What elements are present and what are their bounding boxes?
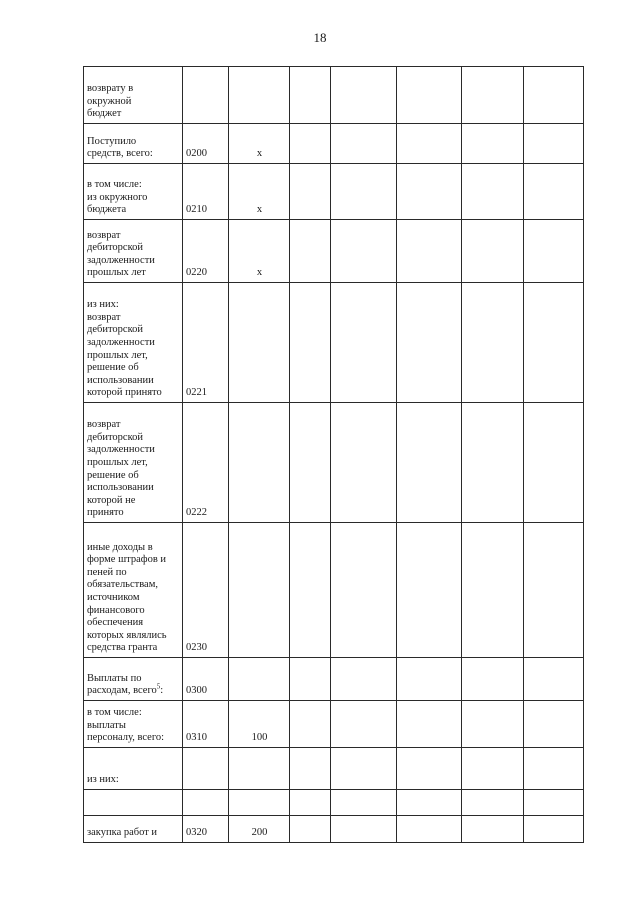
amount-cell [397,748,462,790]
amount-cell [290,220,331,283]
amount-cell [524,701,584,748]
amount-cell [524,67,584,124]
amount-cell [331,283,397,403]
row-label [84,523,183,658]
amount-cell [397,523,462,658]
row-label [84,701,183,748]
row-label-text: возврат дебиторской задолженности прошлых лет, решение об использовании которой не принято [87,419,155,519]
row-code: 0300 [183,658,229,701]
row-expense-type-code [229,523,290,658]
table-row [84,403,584,523]
amount-cell [462,816,524,843]
row-label [84,816,183,843]
amount-cell [524,283,584,403]
row-code [183,790,229,816]
amount-cell [397,816,462,843]
row-label-text: в том числе: из окружного бюджета [87,179,148,216]
row-label [84,403,183,523]
amount-cell [331,658,397,701]
row-expense-type-code: x [229,164,290,220]
row-expense-type-code: x [229,220,290,283]
amount-cell [524,790,584,816]
row-code [183,67,229,124]
table-row [84,523,584,658]
table-row [84,164,584,220]
row-label-text: иные доходы в форме штрафов и пеней по обязательствам, источником финансового обеспечения которых являлись средства гранта [87,541,167,654]
amount-cell [462,283,524,403]
amount-cell [462,403,524,523]
amount-cell [462,523,524,658]
amount-cell [524,748,584,790]
row-label-text: из них: [87,774,119,786]
row-label [84,124,183,164]
amount-cell [462,220,524,283]
footnote-marker: 5 [156,682,161,691]
row-label-text: возврат дебиторской задолженности прошлых лет [87,229,155,279]
amount-cell [397,124,462,164]
amount-cell [397,220,462,283]
amount-cell [524,220,584,283]
table-row [84,701,584,748]
table-row [84,790,584,816]
row-expense-type-code [229,67,290,124]
row-label-text: Поступило средств, всего: [87,135,153,160]
table-body [84,67,584,843]
row-label-suffix: : [160,685,164,697]
row-label [84,164,183,220]
row-label [84,283,183,403]
row-label-text: Выплаты по расходам, всего [87,672,157,697]
row-label-text: закупка работ и [87,827,158,839]
amount-cell [290,748,331,790]
amount-cell [331,523,397,658]
row-label-text: в том числе: выплаты персоналу, всего: [87,707,165,744]
amount-cell [462,658,524,701]
amount-cell [331,164,397,220]
amount-cell [524,124,584,164]
amount-cell [524,658,584,701]
amount-cell [462,124,524,164]
amount-cell [462,748,524,790]
amount-cell [462,164,524,220]
row-code: 0220 [183,220,229,283]
row-code: 0200 [183,124,229,164]
amount-cell [397,790,462,816]
amount-cell [524,164,584,220]
amount-cell [462,67,524,124]
table-row [84,658,584,701]
row-label-text: из них: возврат дебиторской задолженности прошлых лет, решение об использовании которой принято [87,299,162,399]
row-code: 0310 [183,701,229,748]
row-label-text: возврату в окружной бюджет [87,83,134,120]
row-expense-type-code [229,403,290,523]
row-expense-type-code [229,790,290,816]
row-label [84,67,183,124]
amount-cell [397,658,462,701]
amount-cell [290,283,331,403]
amount-cell [331,67,397,124]
amount-cell [462,790,524,816]
row-expense-type-code [229,283,290,403]
amount-cell [290,658,331,701]
row-code: 0210 [183,164,229,220]
amount-cell [331,124,397,164]
table-row [84,220,584,283]
amount-cell [290,701,331,748]
amount-cell [397,164,462,220]
row-code: 0222 [183,403,229,523]
amount-cell [462,701,524,748]
amount-cell [524,523,584,658]
amount-cell [290,403,331,523]
amount-cell [290,124,331,164]
table-row [84,283,584,403]
row-code [183,748,229,790]
row-code: 0230 [183,523,229,658]
row-expense-type-code: x [229,124,290,164]
table-row [84,748,584,790]
row-code: 0221 [183,283,229,403]
row-label [84,658,183,701]
table-row [84,816,584,843]
amount-cell [290,790,331,816]
grant-report-table [83,66,584,843]
amount-cell [290,164,331,220]
amount-cell [290,523,331,658]
table-row [84,124,584,164]
row-expense-type-code: 200 [229,816,290,843]
amount-cell [290,67,331,124]
amount-cell [331,403,397,523]
row-expense-type-code [229,658,290,701]
row-label [84,748,183,790]
amount-cell [397,701,462,748]
page-number: 18 [313,30,327,45]
table-row [84,67,584,124]
amount-cell [397,67,462,124]
amount-cell [331,816,397,843]
amount-cell [331,220,397,283]
row-code: 0320 [183,816,229,843]
row-expense-type-code [229,748,290,790]
amount-cell [397,403,462,523]
amount-cell [397,283,462,403]
row-expense-type-code: 100 [229,701,290,748]
amount-cell [331,701,397,748]
amount-cell [290,816,331,843]
row-label [84,790,183,816]
amount-cell [524,403,584,523]
amount-cell [331,790,397,816]
row-label [84,220,183,283]
amount-cell [524,816,584,843]
amount-cell [331,748,397,790]
